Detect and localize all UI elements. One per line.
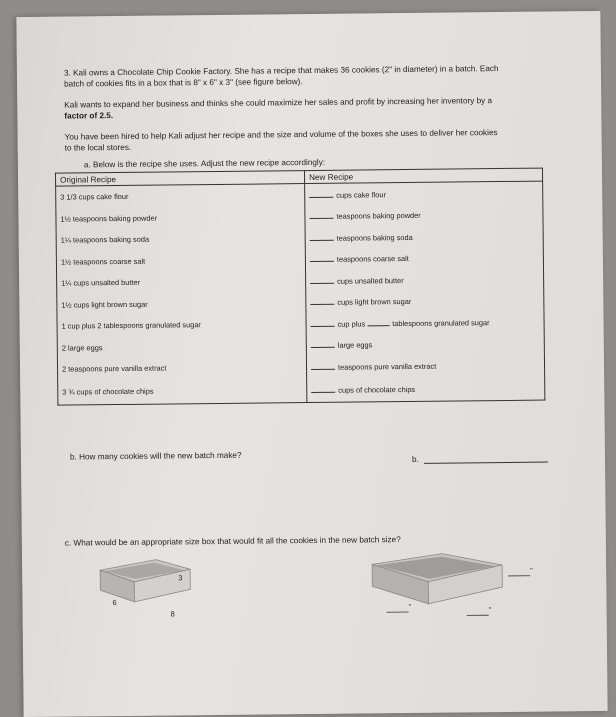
- new-ingredient-cell[interactable]: [305, 203, 543, 227]
- new-box-figure: [372, 553, 533, 635]
- new-ingredient-cell[interactable]: [306, 289, 544, 313]
- inch-mark: ": [530, 568, 533, 575]
- new-ingredient-extra: tablespoons granulated sugar: [392, 318, 489, 328]
- new-ingredient: cups cake flour: [336, 190, 386, 200]
- new-ingredient-cell[interactable]: [306, 311, 544, 335]
- original-box-figure: [88, 555, 199, 626]
- new-ingredient: teaspoons baking powder: [336, 211, 420, 221]
- original-ingredient: 1¼ cups unsalted butter: [57, 270, 306, 294]
- answer-blank[interactable]: [309, 190, 333, 198]
- answer-blank-tablespoons[interactable]: [367, 318, 389, 326]
- header-original-recipe: Original Recipe: [55, 171, 304, 187]
- box-width-label: 6: [112, 598, 116, 607]
- new-ingredient: cups unsalted butter: [337, 276, 404, 286]
- original-ingredient: 3 1/3 cups cake flour: [56, 184, 305, 209]
- answer-blank[interactable]: [310, 276, 334, 284]
- new-ingredient-cell[interactable]: [305, 181, 543, 205]
- worksheet-page: [16, 11, 607, 717]
- hired-line-2: to the local stores.: [65, 142, 132, 154]
- new-ingredient-cell[interactable]: [306, 332, 544, 356]
- part-b-answer-line[interactable]: [424, 462, 548, 464]
- new-ingredient: large eggs: [338, 341, 373, 350]
- header-new-recipe: New Recipe: [304, 168, 542, 183]
- expand-line-1: Kali wants to expand her business and thinks she could maximize her sales and profit by increasing her inventory by a: [64, 95, 492, 110]
- answer-blank[interactable]: [310, 297, 334, 305]
- answer-blank[interactable]: [310, 254, 334, 262]
- answer-blank[interactable]: [311, 319, 335, 327]
- new-ingredient: teaspoons pure vanilla extract: [338, 361, 436, 371]
- part-a-prompt: a. Below is the recipe she uses. Adjust the new recipe accordingly:: [84, 157, 325, 171]
- inch-mark: ": [489, 607, 492, 614]
- new-ingredient-cell[interactable]: [305, 225, 543, 249]
- new-ingredient-cell[interactable]: [306, 354, 544, 378]
- answer-blank[interactable]: [311, 362, 335, 370]
- new-ingredient: cups light brown sugar: [337, 297, 411, 307]
- original-ingredient: 1½ teaspoons baking powder: [56, 206, 305, 230]
- original-ingredient: 1¼ teaspoons baking soda: [56, 227, 305, 251]
- part-c-prompt: c. What would be an appropriate size box that would fit all the cookies in the new batch size?: [65, 534, 401, 549]
- answer-blank[interactable]: [309, 211, 333, 219]
- question-3-line-2: batch of cookies fits in a box that is 8" x 6" x 3" (see figure below).: [64, 76, 303, 89]
- inch-mark: ": [409, 604, 412, 611]
- original-ingredient: 1 cup plus 2 tablespoons granulated sugar: [57, 313, 306, 337]
- original-ingredient: 1½ cups light brown sugar: [57, 292, 306, 316]
- table-row: [58, 375, 545, 405]
- new-ingredient: cup plus: [338, 319, 366, 328]
- new-ingredient: cups of chocolate chips: [338, 384, 415, 394]
- original-ingredient: 3 ¾ cups of chocolate chips: [58, 378, 307, 405]
- new-ingredient-cell[interactable]: [305, 246, 543, 270]
- original-ingredient: 2 large eggs: [57, 335, 306, 359]
- part-b-answer-label: b.: [412, 454, 419, 465]
- new-ingredient: teaspoons coarse salt: [337, 254, 409, 264]
- new-ingredient-cell[interactable]: [307, 375, 545, 402]
- answer-blank[interactable]: [311, 340, 335, 348]
- box-height-label: 3: [178, 573, 182, 582]
- question-3-line-1: 3. Kali owns a Chocolate Chip Cookie Factory. She has a recipe that makes 36 cookies (2" in diameter) in a batch. Each: [64, 63, 499, 79]
- answer-blank[interactable]: [310, 233, 334, 241]
- hired-line-1: You have been hired to help Kali adjust her recipe and the size and volume of the boxes she uses to deliver her cookies: [65, 127, 498, 143]
- original-ingredient: 1½ teaspoons coarse salt: [56, 249, 305, 273]
- part-b-prompt: b. How many cookies will the new batch make?: [70, 450, 242, 463]
- recipe-table: [55, 168, 545, 406]
- new-ingredient-cell[interactable]: [306, 268, 544, 292]
- expand-line-2: factor of 2.5.: [64, 110, 113, 122]
- original-ingredient: 2 teaspoons pure vanilla extract: [57, 356, 306, 380]
- answer-blank[interactable]: [311, 384, 335, 392]
- box-length-label: 8: [171, 609, 175, 618]
- new-ingredient: teaspoons baking soda: [337, 233, 413, 243]
